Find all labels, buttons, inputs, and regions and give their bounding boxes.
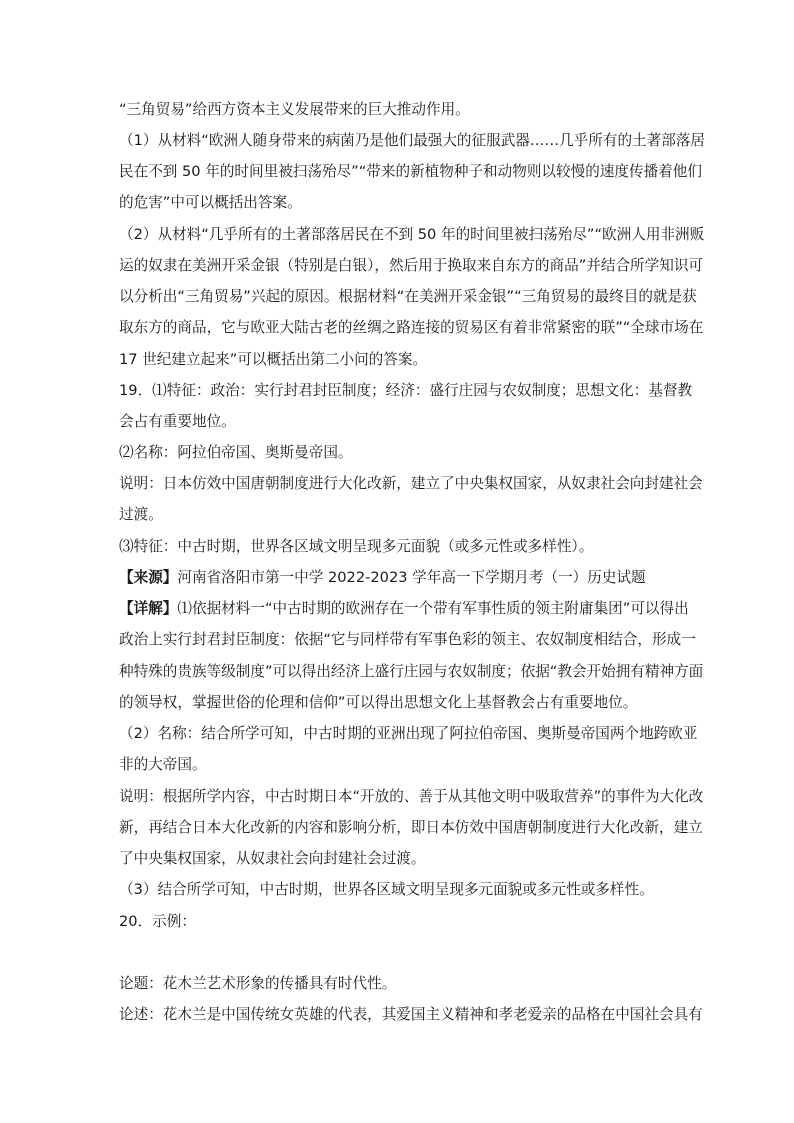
source-tag: 【来源】 bbox=[119, 569, 178, 586]
text-line: （3）结合所学可知，中古时期，世界各区域文明呈现多元面貌或多元性或多样性。 bbox=[119, 881, 654, 898]
text-line: （2）从材料“几乎所有的土著部落居民在不到 50 年的时间里被扫荡殆尽”“欧洲人用非洲贩 bbox=[119, 226, 705, 243]
text-line: 新，再结合日本大化改新的内容和影响分析，即日本仿效中国唐朝制度进行大化改新，建立 bbox=[119, 819, 703, 836]
text-line: 民在不到 50 年的时间里被扫荡殆尽”“带来的新植物种子和动物则以较慢的速度传播着他们 bbox=[119, 163, 702, 180]
text-line: 论述：花木兰是中国传统女英雄的代表，其爱国主义精神和孝老爱亲的品格在中国社会具有 bbox=[119, 1006, 703, 1023]
text-line: 的领导权，掌握世俗的伦理和信仰”可以得出思想文化上基督教会占有重要地位。 bbox=[119, 694, 638, 711]
text-line: （1）从材料“欧洲人随身带来的病菌乃是他们最强大的征服武器……几乎所有的土著部落居 bbox=[119, 132, 706, 149]
text-line: 19．⑴特征：政治：实行封君封臣制度；经济：盛行庄园与农奴制度；思想文化：基督教 bbox=[119, 382, 693, 399]
text-line: 种特殊的贵族等级制度”可以得出经济上盛行庄园与农奴制度；依据“教会开始拥有精神方面 bbox=[119, 663, 704, 680]
text-line: 17 世纪建立起来”可以概括出第二小问的答案。 bbox=[119, 351, 428, 368]
text-line: 过渡。 bbox=[119, 506, 163, 523]
detail-tag: 【详解】 bbox=[119, 600, 178, 617]
text-line: （2）名称：结合所学可知，中古时期的亚洲出现了阿拉伯帝国、奥斯曼帝国两个地跨欧亚 bbox=[119, 725, 698, 742]
text-line: 的危害”中可以概括出答案。 bbox=[119, 194, 302, 211]
text-line: 运的奴隶在美洲开采金银（特别是白银），然后用于换取来自东方的商品”并结合所学知识可 bbox=[119, 257, 704, 274]
detail-text: ⑴依据材料一“中古时期的欧洲存在一个带有军事性质的领主附庸集团”可以得出 bbox=[177, 600, 689, 617]
text-line: 以分析出“三角贸易”兴起的原因。根据材料“在美洲开采金银”“三角贸易的最终目的就是获 bbox=[119, 288, 697, 305]
text-line: 说明：日本仿效中国唐朝制度进行大化改新，建立了中央集权国家，从奴隶社会向封建社会 bbox=[119, 475, 703, 492]
text-line: 论题：花木兰艺术形象的传播具有时代性。 bbox=[119, 975, 397, 992]
text-line: 非的大帝国。 bbox=[119, 756, 207, 773]
source-line bbox=[119, 568, 679, 588]
text-line: “三角贸易”给西方资本主义发展带来的巨大推动作用。 bbox=[119, 101, 470, 118]
source-text: 河南省洛阳市第一中学 2022-2023 学年高一下学期月考（一）历史试题 bbox=[177, 569, 646, 586]
text-line: 20．示例： bbox=[119, 913, 196, 930]
text-line: 了中央集权国家，从奴隶社会向封建社会过渡。 bbox=[119, 850, 426, 867]
text-line: 说明：根据所学内容，中古时期日本“开放的、善于从其他文明中吸取营养”的事件为大化改 bbox=[119, 788, 704, 805]
detail-line bbox=[119, 599, 689, 619]
text-line: 取东方的商品，它与欧亚大陆古老的丝绸之路连接的贸易区有着非常紧密的联”“全球市场在 bbox=[119, 319, 704, 336]
text-line: ⑶特征：中古时期，世界各区域文明呈现多元面貌（或多元性或多样性）。 bbox=[119, 538, 594, 555]
text-line: 政治上实行封君封臣制度：依据“它与同样带有军事色彩的领主、农奴制度相结合，形成一 bbox=[119, 631, 696, 648]
text-line: 会占有重要地位。 bbox=[119, 413, 236, 430]
text-line: ⑵名称：阿拉伯帝国、奥斯曼帝国。 bbox=[119, 444, 353, 461]
